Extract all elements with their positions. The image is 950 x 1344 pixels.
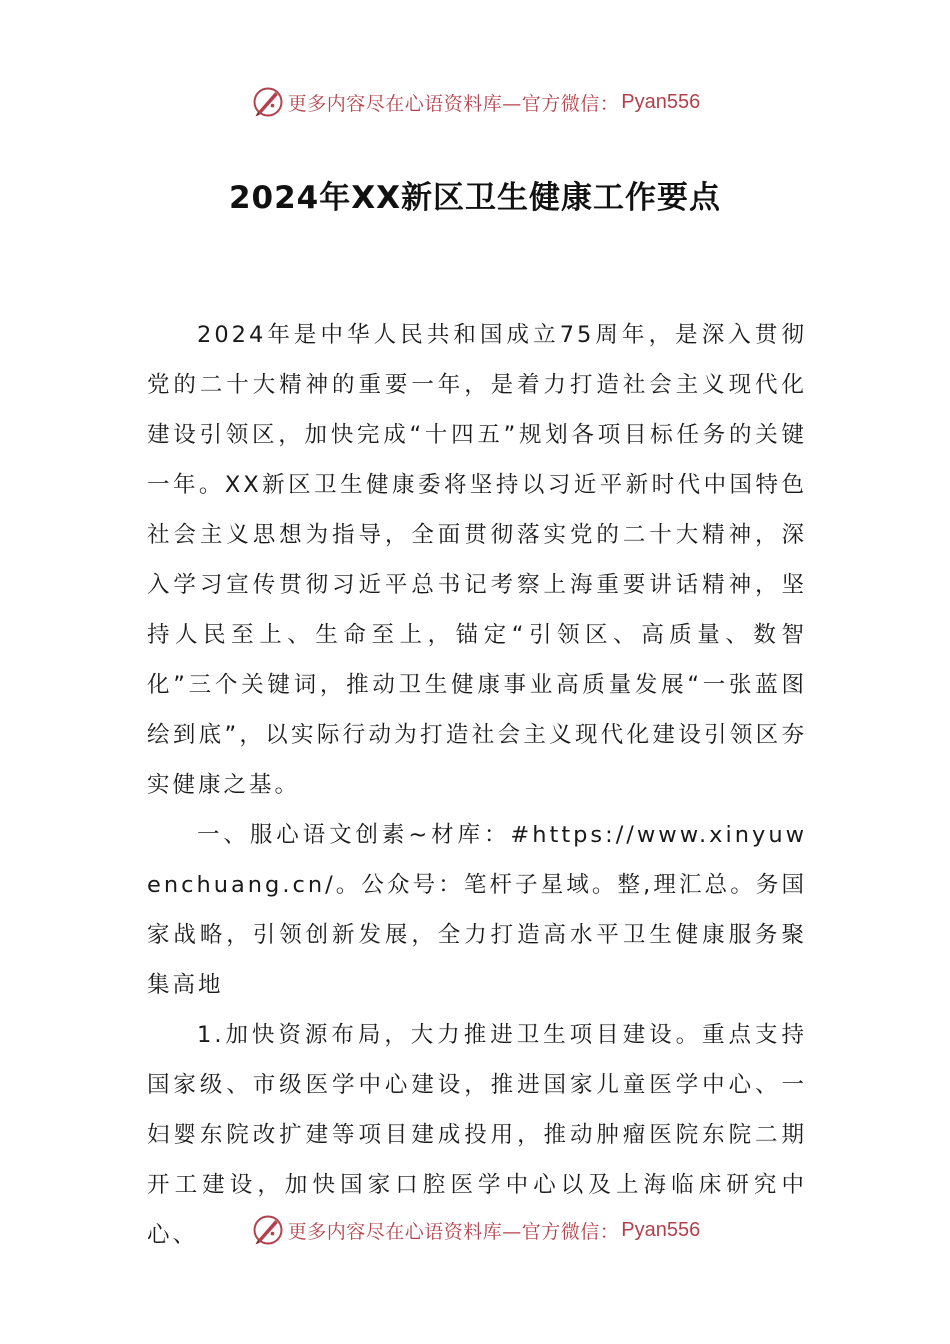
banner-wechat-id: Pyan556 bbox=[621, 1218, 701, 1241]
paragraph-intro: 2024年是中华人民共和国成立75周年，是深入贯彻党的二十大精神的重要一年，是着力打造社会主义现代化建设引领区，加快完成“十四五”规划各项目标任务的关键一年。XX新区卫生健康委将坚持以习近平新时代中国特色社会主义思想为指导，全面贯彻落实党的二十大精神，深入学习宣传贯彻习近平总书记考察上海重要讲话精神，坚持人民至上、生命至上，锚定“引领区、高质量、数智化”三个关键词，推动卫生健康事业高质量发展“一张蓝图绘到底”，以实际行动为打造社会主义现代化建设引领区夯实健康之基。 bbox=[147, 322, 807, 798]
banner-text: 更多内容尽在心语资料库—官方微信： bbox=[287, 92, 620, 115]
pen-logo-icon bbox=[250, 1212, 286, 1248]
footer-banner bbox=[0, 1208, 950, 1252]
pen-logo-icon bbox=[250, 84, 286, 120]
document-body bbox=[147, 310, 807, 1260]
paragraph-item-1: 1.加快资源布局，大力推进卫生项目建设。重点支持国家级、市级医学中心建设，推进国家儿童医学中心、一妇婴东院改扩建等项目建成投用，推动肿瘤医院东院二期开工建设，加快国家口腔医学中心以及上海临床研究中心、 bbox=[147, 1022, 807, 1248]
header-banner bbox=[0, 80, 950, 124]
paragraph-section-1: 一、服心语文创素~材库：#https://www.xinyuwenchuang.cn/。公众号：笔杆子星域。整,理汇总。务国家战略，引领创新发展，全力打造高水平卫生健康服务聚集高地 bbox=[147, 822, 807, 998]
banner-text: 更多内容尽在心语资料库—官方微信： bbox=[287, 1220, 620, 1243]
banner-wechat-id: Pyan556 bbox=[621, 90, 701, 113]
document-title: 2024年XX新区卫生健康工作要点 bbox=[228, 180, 722, 216]
